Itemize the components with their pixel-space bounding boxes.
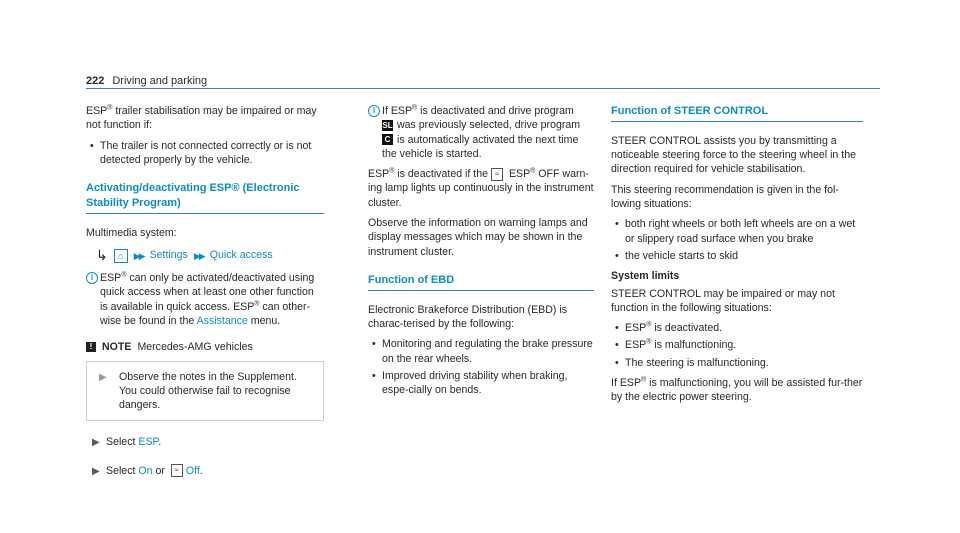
note-box	[86, 361, 324, 422]
esp-off-icon: ≈	[171, 464, 183, 477]
assistance-link[interactable]: Assistance	[196, 314, 248, 327]
column-right	[611, 104, 863, 411]
limits-paragraph: STEER CONTROL may be impaired or may not function in the following situations:	[611, 287, 835, 314]
note-label: NOTE	[102, 341, 132, 354]
section-heading-ebd: Function of EBD	[368, 273, 594, 291]
note-subject: Mercedes-AMG vehicles	[137, 341, 253, 354]
chevron-right-icon: ▶▶	[133, 250, 144, 261]
steer-paragraph: STEER CONTROL assists you by transmitting a noticeable steering force to the steering wheel in the direction required for vehicle stabilisation.	[611, 134, 856, 176]
c-program-icon: C	[382, 134, 393, 145]
step-arrow-icon: ▶	[99, 371, 107, 383]
info-note: i If ESP® is deactivated and drive program SL was previously selected, drive program C is automatically activated the next time the vehicle is started.	[368, 104, 594, 161]
step-select-esp: ▶ Select ESP.	[92, 436, 162, 449]
ebd-paragraph: Electronic Brakeforce Distribution (EBD) is charac-terised by the following:	[368, 303, 567, 331]
info-icon: i	[368, 105, 380, 117]
off-option[interactable]: Off	[185, 464, 200, 477]
intro-bullet-list	[86, 139, 324, 168]
step-arrow-icon: ▶	[92, 437, 100, 449]
path-arrow-icon: ↳	[96, 247, 108, 264]
menu-path	[86, 246, 324, 265]
list-item: • the vehicle starts to skid	[611, 249, 863, 263]
section-heading-activating-esp: Activating/deactivating ESP® (Electronic Stability Program)	[86, 181, 324, 214]
home-icon: ⌂	[114, 249, 128, 263]
info-icon: i	[86, 272, 98, 284]
on-option[interactable]: On	[138, 464, 153, 477]
list-item: • ESP® is deactivated.	[611, 321, 863, 335]
list-item: • ESP® is malfunctioning.	[611, 338, 863, 352]
power-steering-paragraph: If ESP® is malfunctioning, you will be assisted fur-ther by the electric power steering.	[611, 376, 863, 404]
sl-program-icon: SL	[382, 121, 393, 130]
list-item: • both right wheels or both left wheels are on a wet or slippery road surface when you brake	[611, 217, 863, 246]
page-header	[86, 74, 880, 89]
warning-icon: !	[86, 342, 96, 352]
esp-off-warning-icon: ≈	[491, 168, 503, 181]
section-heading-steer-control: Function of STEER CONTROL	[611, 104, 863, 122]
situations-paragraph: This steering recommendation is given in the fol-lowing situations:	[611, 183, 839, 211]
list-item: • The steering is malfunctioning.	[611, 356, 863, 370]
limits-list	[611, 321, 863, 370]
list-item: • Improved driving stability when braking, espe-cially on bends.	[368, 369, 594, 398]
chevron-right-icon: ▶▶	[193, 250, 204, 261]
column-left	[86, 104, 324, 488]
system-limits-heading: System limits	[611, 270, 680, 283]
note-title	[86, 340, 324, 354]
observe-paragraph: Observe the information on warning lamps and display messages which may be shown in the instrument cluster.	[368, 217, 588, 258]
list-item: • The trailer is not connected correctly or is not detected properly by the vehicle.	[86, 139, 324, 168]
list-item: • Monitoring and regulating the brake pressure on the rear wheels.	[368, 337, 594, 366]
situations-list	[611, 217, 863, 263]
esp-off-paragraph: ESP® is deactivated if the ≈ ESP® OFF warn-ing lamp lights up continuously in the instrument cluster.	[368, 167, 594, 209]
page-number: 222	[86, 75, 105, 87]
page-section-title: Driving and parking	[112, 75, 208, 87]
ebd-bullet-list	[368, 337, 594, 397]
step-select-on-off: ▶ Select On or ≈ Off.	[92, 464, 203, 477]
column-middle	[368, 104, 594, 404]
menu-quick-access[interactable]: Quick access	[209, 249, 273, 262]
menu-settings[interactable]: Settings	[149, 249, 188, 262]
note-text: Observe the notes in the Supplement. You could otherwise fail to recognise dangers.	[119, 370, 297, 412]
step-arrow-icon: ▶	[92, 465, 100, 477]
multimedia-label: Multimedia system:	[86, 226, 177, 239]
esp-menu-item[interactable]: ESP	[138, 436, 159, 449]
intro-paragraph: ESP® trailer stabilisation may be impaired or may not function if:	[86, 104, 317, 132]
info-note: i ESP® can only be activated/deactivated using quick access when at least one other function is available in quick access. ESP® can other-wise be found in the Assistance menu.	[86, 271, 324, 328]
